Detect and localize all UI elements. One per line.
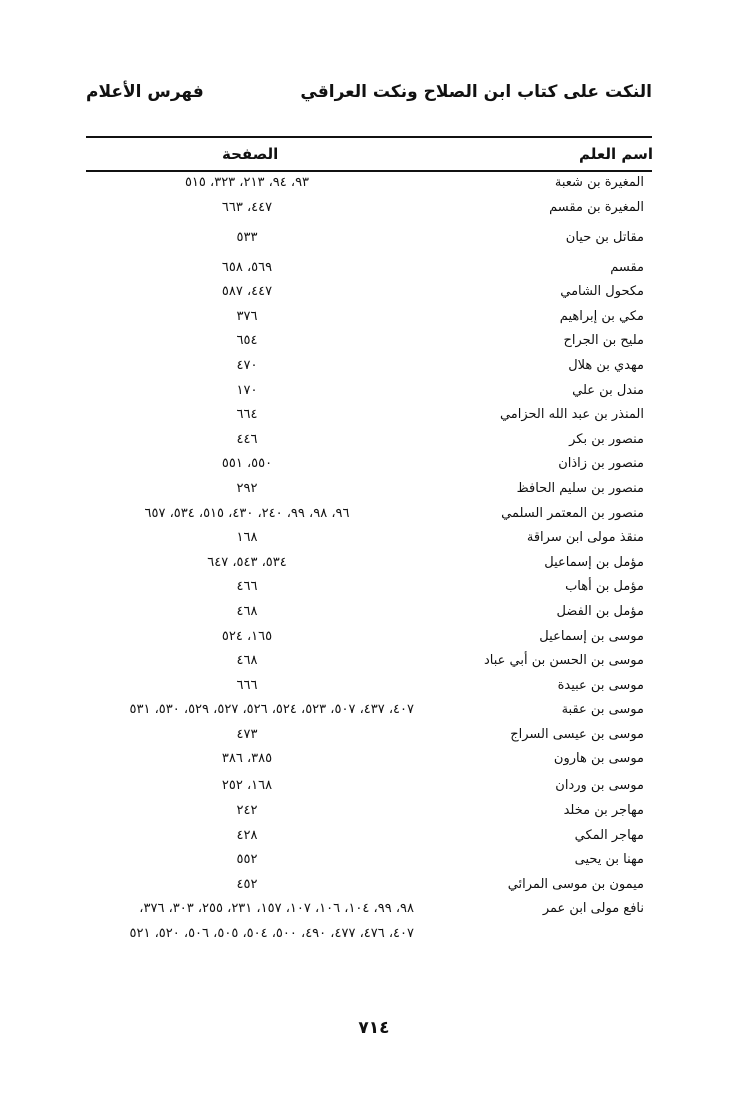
table-row [86, 429, 652, 454]
entry-name: موسى بن عيسى السراج [510, 726, 644, 742]
entry-name: مهاجر بن مخلد [563, 803, 644, 819]
entry-name: المنذر بن عبد الله الحزامي [499, 407, 644, 423]
table-row [86, 748, 652, 775]
table-row [86, 825, 652, 850]
table-row [86, 724, 652, 749]
entry-pages: ٤٠٧، ٤٧٦، ٤٧٧، ٤٩٠، ٥٠٠، ٥٠٤، ٥٠٥، ٥٠٦، ٥٢٠، ٥٢١ [129, 926, 414, 942]
column-header-pages: الصفحة [222, 145, 279, 163]
table-row [86, 478, 652, 503]
entry-pages: ٢٤٢ [236, 803, 258, 819]
entry-pages: ٤٦٨ [236, 653, 258, 669]
index-table [86, 172, 652, 953]
entry-name: مليح بن الجراح [563, 333, 644, 349]
table-row [86, 257, 652, 282]
entry-pages: ٤٤٦ [236, 431, 258, 447]
entry-name: منقذ مولى ابن سراقة [526, 530, 644, 546]
entry-name: موسى بن الحسن بن أبي عباد [483, 653, 644, 669]
table-row [86, 227, 652, 257]
table-row [86, 355, 652, 380]
table-row [86, 601, 652, 626]
table-row [86, 197, 652, 227]
entry-pages: ١٦٥، ٥٢٤ [221, 628, 273, 644]
entry-name: مؤمل بن إسماعيل [544, 554, 644, 570]
entry-name: مندل بن علي [572, 382, 644, 398]
table-row [86, 775, 652, 800]
entry-name: موسى بن وردان [555, 778, 644, 794]
entry-pages: ٥٥٢ [236, 852, 258, 868]
entry-name: موسى بن إسماعيل [539, 628, 644, 644]
table-row [86, 699, 652, 724]
entry-pages: ٢٩٢ [236, 480, 258, 496]
entry-name: موسى بن عبيدة [557, 677, 644, 693]
table-row [86, 281, 652, 306]
entry-name: منصور بن المعتمر السلمي [501, 505, 644, 521]
entry-pages: ٤٧٣ [236, 726, 258, 742]
table-row [86, 503, 652, 528]
entry-pages: ١٧٠ [236, 382, 258, 398]
running-header [86, 82, 652, 112]
table-row [86, 650, 652, 675]
entry-name: مؤمل بن الفضل [556, 603, 644, 619]
entry-pages: ٤٧٠ [236, 357, 258, 373]
entry-name: نافع مولى ابن عمر [542, 901, 644, 917]
entry-pages: ٥٣٤، ٥٤٣، ٦٤٧ [207, 554, 287, 570]
table-row [86, 380, 652, 405]
entry-name: مهنا بن يحيى [574, 852, 644, 868]
section-title: فهرس الأعلام [86, 82, 204, 102]
table-row [86, 874, 652, 899]
entry-name: موسى بن هارون [553, 751, 644, 767]
table-row [86, 626, 652, 651]
entry-pages: ٤٠٧، ٤٣٧، ٥٠٧، ٥٢٣، ٥٢٤، ٥٢٦، ٥٢٧، ٥٢٩، ٥٣٠، ٥٣١ [129, 702, 414, 718]
table-row [86, 453, 652, 478]
entry-pages: ٣٧٦ [236, 308, 258, 324]
entry-pages: ٤٦٦ [236, 579, 258, 595]
table-row [86, 675, 652, 700]
entry-name: مقسم [610, 259, 644, 275]
entry-pages: ٥٦٩، ٦٥٨ [221, 259, 273, 275]
table-top-rule [86, 136, 652, 138]
entry-pages: ٤٤٧، ٦٦٣ [221, 199, 273, 215]
page-number: ٧١٤ [358, 1018, 390, 1038]
entry-pages: ١٦٨، ٢٥٢ [221, 778, 273, 794]
entry-pages: ٤٦٨ [236, 603, 258, 619]
entry-name: منصور بن زاذان [558, 456, 644, 472]
table-row [86, 552, 652, 577]
entry-pages: ٤٢٨ [236, 827, 258, 843]
entry-name: موسى بن عقبة [561, 702, 644, 718]
entry-name: مهدي بن هلال [568, 357, 644, 373]
table-row [86, 800, 652, 825]
table-row [86, 404, 652, 429]
column-header-name: اسم العلم [578, 145, 653, 163]
entry-pages: ٦٦٤ [236, 407, 258, 423]
entry-pages: ٩٣، ٩٤، ٢١٣، ٣٢٣، ٥١٥ [184, 175, 310, 190]
entry-name: مكحول الشامي [560, 284, 644, 300]
entry-name: مهاجر المكي [574, 827, 644, 843]
table-row [86, 306, 652, 331]
table-row [86, 527, 652, 552]
table-row [86, 172, 652, 197]
entry-name: مكي بن إبراهيم [559, 308, 644, 324]
entry-pages: ٩٦، ٩٨، ٩٩، ٢٤٠، ٤٣٠، ٥١٥، ٥٣٤، ٦٥٧ [144, 505, 350, 521]
entry-pages: ٤٤٧، ٥٨٧ [221, 284, 273, 300]
table-row [86, 849, 652, 874]
table-row [86, 923, 652, 953]
entry-pages: ٤٥٢ [236, 876, 258, 892]
entry-name: مقاتل بن حيان [565, 229, 644, 245]
entry-name: المغيرة بن مقسم [549, 199, 644, 215]
entry-name: ميمون بن موسى المرائي [507, 876, 644, 892]
table-row [86, 576, 652, 601]
table-row [86, 898, 652, 923]
entry-pages: ٥٣٣ [236, 229, 258, 245]
entry-name: المغيرة بن شعبة [554, 175, 644, 190]
entry-pages: ١٦٨ [236, 530, 258, 546]
entry-name: منصور بن سليم الحافظ [516, 480, 644, 496]
entry-pages: ٩٨، ٩٩، ١٠٤، ١٠٦، ١٠٧، ١٥٧، ٢٣١، ٢٥٥، ٣٠٣، ٣٧٦، [139, 901, 414, 917]
entry-pages: ٣٨٥، ٣٨٦ [221, 751, 273, 767]
entry-name: مؤمل بن أهاب [565, 579, 644, 595]
entry-pages: ٦٦٦ [236, 677, 258, 693]
entry-pages: ٥٥٠، ٥٥١ [221, 456, 273, 472]
entry-pages: ٦٥٤ [236, 333, 258, 349]
entry-name: منصور بن بكر [569, 431, 644, 447]
book-title: النكت على كتاب ابن الصلاح ونكت العراقي [300, 82, 652, 102]
table-row [86, 330, 652, 355]
